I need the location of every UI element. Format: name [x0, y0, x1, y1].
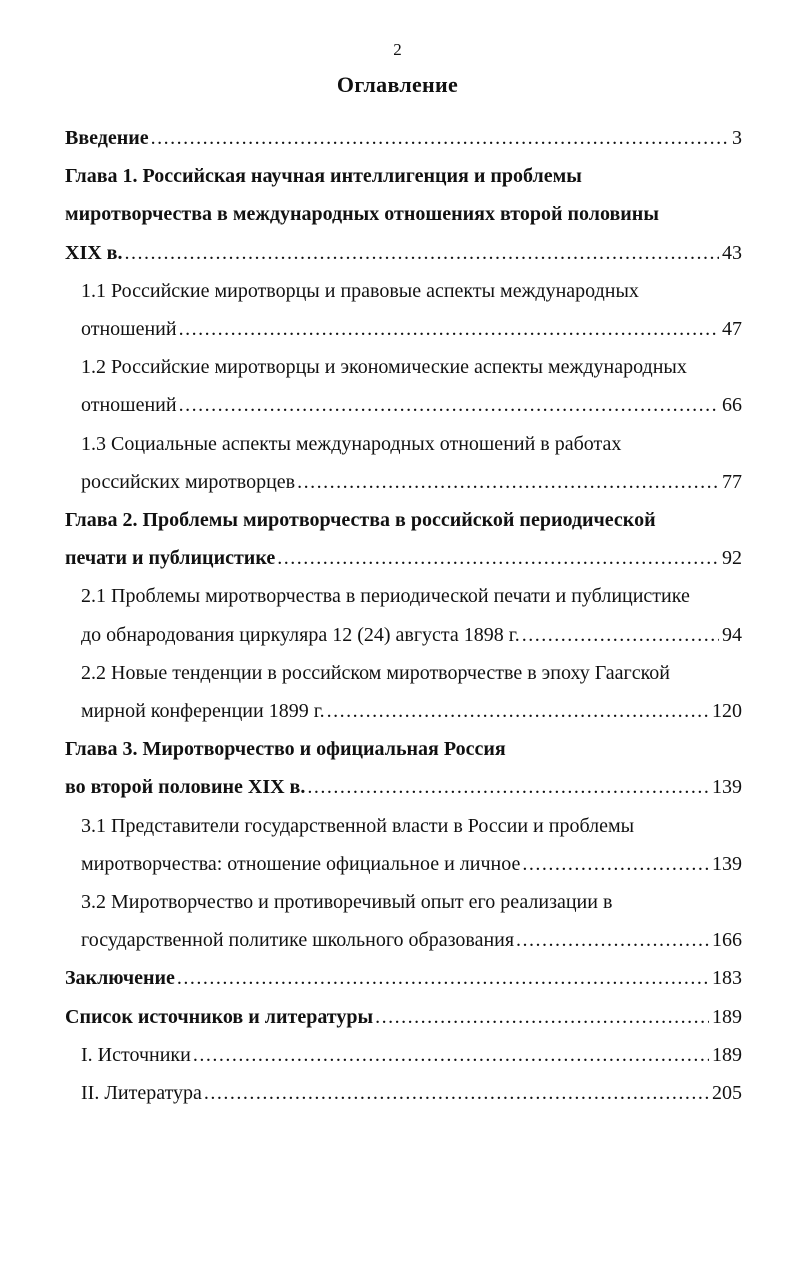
- toc-chapter-entry: [65, 157, 742, 272]
- page-number: 2: [393, 40, 402, 59]
- toc-entry-line: Глава 3. Миротворчество и официальная Россия: [65, 738, 506, 761]
- toc-entry-last-line: [81, 386, 742, 424]
- toc-entry-line: 3.1 Представители государственной власти в России и проблемы: [81, 814, 635, 837]
- toc-entry-line: 1.3 Социальные аспекты международных отношений в работах: [81, 432, 622, 455]
- toc-entry-text: XIX в.: [65, 241, 123, 264]
- toc-entry-last-line: [81, 921, 742, 959]
- toc-page-number: 139: [712, 852, 742, 875]
- toc-entry-line: 1.2 Российские миротворцы и экономические аспекты международных: [81, 356, 687, 379]
- toc-entry-last-line: [81, 310, 742, 348]
- page-title: Оглавление: [336, 72, 459, 97]
- toc-entry-text: печати и публицистике: [65, 547, 276, 570]
- toc-entry-last-line: [81, 1036, 742, 1074]
- dot-leader: [327, 692, 709, 730]
- dot-leader: [522, 616, 719, 654]
- toc-entry-text: I. Источники: [81, 1043, 191, 1066]
- dot-leader: [151, 119, 729, 157]
- toc-entry-text: Заключение: [65, 967, 175, 990]
- toc-page-number: 139: [712, 776, 742, 799]
- toc-page-number: 94: [722, 623, 742, 646]
- toc-chapter-entry: [65, 501, 742, 577]
- table-of-contents: [65, 119, 742, 1112]
- toc-section-entry: [65, 1074, 742, 1112]
- dot-leader: [297, 463, 719, 501]
- toc-entry-last-line: [65, 234, 742, 272]
- toc-entry-text: отношений: [81, 394, 177, 417]
- toc-page-number: 183: [712, 967, 742, 990]
- dot-leader: [375, 998, 709, 1036]
- toc-entry-last-line: [81, 845, 742, 883]
- dot-leader: [516, 921, 709, 959]
- toc-entry-text: Введение: [65, 127, 149, 149]
- toc-page-number: 3: [732, 127, 742, 149]
- toc-entry-last-line: [81, 463, 742, 501]
- toc-entry-last-line: [65, 998, 742, 1036]
- toc-entry-text: Список источников и литературы: [65, 1005, 374, 1028]
- toc-entry-line: 2.2 Новые тенденции в российском миротворчестве в эпоху Гаагской: [81, 661, 671, 684]
- toc-chapter-entry: [65, 998, 742, 1036]
- toc-entry-text: мирной конференции 1899 г.: [81, 700, 325, 723]
- toc-entry-line: 3.2 Миротворчество и противоречивый опыт его реализации в: [81, 891, 613, 914]
- toc-entry-last-line: [65, 959, 742, 997]
- toc-section-entry: [65, 425, 742, 501]
- dot-leader: [179, 310, 719, 348]
- toc-section-entry: [65, 654, 742, 730]
- toc-section-entry: [65, 577, 742, 653]
- dot-leader: [177, 959, 709, 997]
- toc-entry-last-line: [65, 539, 742, 577]
- toc-entry-text: II. Литература: [81, 1082, 202, 1105]
- toc-entry-last-line: [81, 1074, 742, 1112]
- toc-page-number: 205: [712, 1082, 742, 1105]
- toc-page-number: 92: [722, 547, 742, 570]
- toc-entry-text: во второй половине XIX в.: [65, 776, 306, 799]
- dot-leader: [522, 845, 709, 883]
- toc-entry-text: до обнародования циркуляра 12 (24) августа 1898 г.: [81, 623, 520, 646]
- toc-entry-last-line: [81, 616, 742, 654]
- toc-entry-line: Глава 2. Проблемы миротворчества в российской периодической: [65, 509, 656, 532]
- toc-entry-text: отношений: [81, 318, 177, 341]
- dot-leader: [179, 386, 719, 424]
- dot-leader: [124, 234, 719, 272]
- dot-leader: [193, 1036, 709, 1074]
- toc-chapter-entry: [65, 959, 742, 997]
- toc-entry-last-line: [65, 119, 742, 157]
- toc-chapter-entry: [65, 730, 742, 806]
- toc-entry-text: миротворчества: отношение официальное и личное: [81, 852, 521, 875]
- toc-page-number: 47: [722, 318, 742, 341]
- toc-entry-last-line: [65, 768, 742, 806]
- dot-leader: [204, 1074, 709, 1112]
- toc-page-number: 189: [712, 1043, 742, 1066]
- dot-leader: [277, 539, 719, 577]
- toc-page-number: 77: [722, 470, 742, 493]
- dot-leader: [307, 768, 709, 806]
- toc-entry-line: Глава 1. Российская научная интеллигенция и проблемы: [65, 165, 582, 188]
- toc-page-number: 43: [722, 241, 742, 264]
- toc-section-entry: [65, 272, 742, 348]
- toc-page-number: 120: [712, 700, 742, 723]
- toc-entry-text: российских миротворцев: [81, 470, 296, 493]
- toc-entry-last-line: [81, 692, 742, 730]
- toc-entry-line: 2.1 Проблемы миротворчества в периодической печати и публицистике: [81, 585, 690, 608]
- toc-entry-line: 1.1 Российские миротворцы и правовые аспекты международных: [81, 279, 639, 302]
- toc-chapter-entry: [65, 119, 742, 157]
- toc-page-number: 166: [712, 929, 742, 952]
- toc-section-entry: [65, 807, 742, 883]
- toc-section-entry: [65, 348, 742, 424]
- toc-section-entry: [65, 883, 742, 959]
- toc-entry-line: миротворчества в международных отношениях второй половины: [65, 203, 659, 226]
- toc-section-entry: [65, 1036, 742, 1074]
- toc-page-number: 66: [722, 394, 742, 417]
- toc-page-number: 189: [712, 1005, 742, 1028]
- toc-entry-text: государственной политике школьного образования: [81, 929, 515, 952]
